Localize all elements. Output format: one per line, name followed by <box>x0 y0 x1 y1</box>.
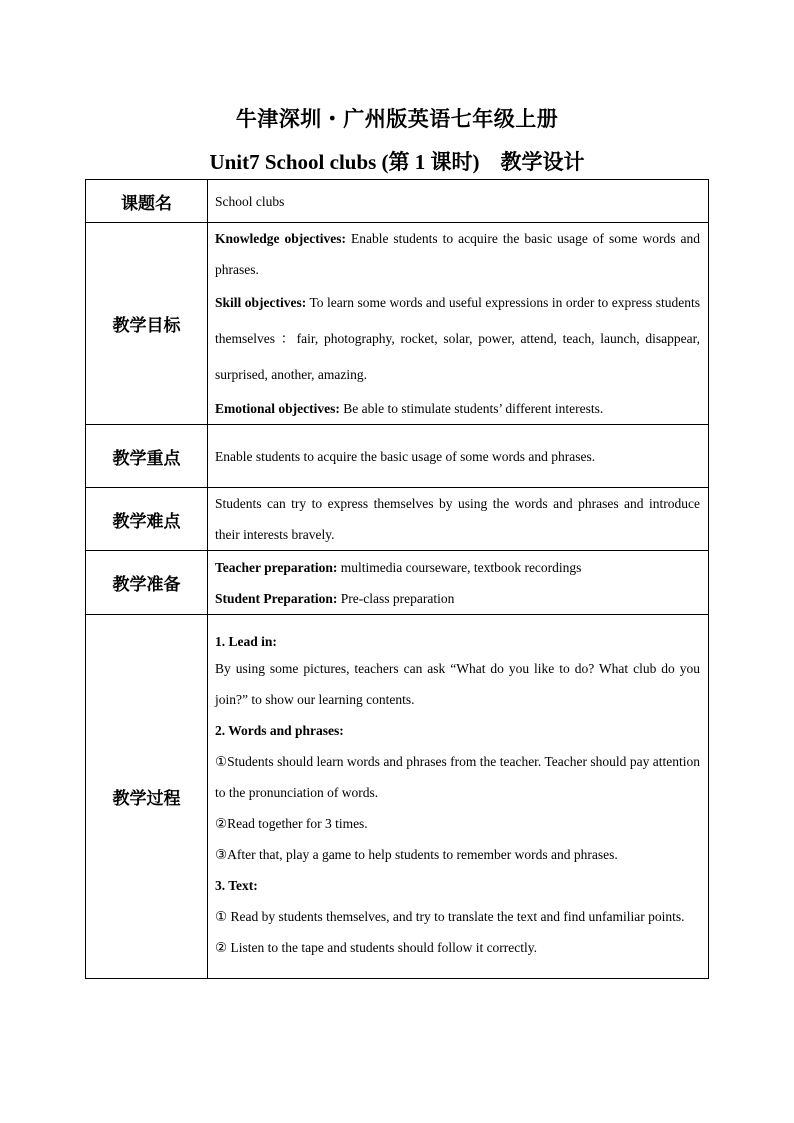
skill-objectives-text: To learn some words and useful expressions in order to express students themselves ：fair, photography, rocket, solar, power, attend, teach, launch, disappear, surprised, another, amazing. <box>215 295 701 382</box>
words-item-1: ①Students should learn words and phrases from the teacher. Teacher should pay attention to the pronunciation of words. <box>215 753 700 800</box>
teacher-preparation-text: multimedia courseware, textbook recordings <box>337 559 582 575</box>
document-title: 牛津深圳・广州版英语七年级上册 <box>235 106 559 131</box>
text-heading: 3. Text: <box>215 877 258 893</box>
student-preparation <box>215 583 700 614</box>
knowledge-objectives-heading: Knowledge objectives: <box>215 231 346 246</box>
knowledge-objectives <box>215 223 700 285</box>
objectives-label: 教学目标 <box>86 223 208 425</box>
teacher-preparation-heading: Teacher preparation: <box>215 559 338 575</box>
words-item-2: ②Read together for 3 times. <box>215 815 368 831</box>
table-row-preparation <box>86 551 709 615</box>
topic-label: 课题名 <box>86 180 208 223</box>
text-item-2: ② Listen to the tape and students should follow it correctly. <box>215 939 538 955</box>
preparation-label: 教学准备 <box>86 551 208 615</box>
lesson-plan-table <box>85 179 709 979</box>
words-heading: 2. Words and phrases: <box>215 722 344 738</box>
difficulties-label: 教学难点 <box>86 488 208 551</box>
table-row-process <box>86 615 709 979</box>
key-points-label: 教学重点 <box>86 425 208 488</box>
words-item-3: ③After that, play a game to help students to remember words and phrases. <box>215 846 618 862</box>
student-preparation-text: Pre-class preparation <box>337 590 455 606</box>
skill-objectives <box>215 285 700 393</box>
emotional-objectives <box>215 393 700 424</box>
process-label: 教学过程 <box>86 615 208 979</box>
process-cell <box>208 615 709 979</box>
table-row-key-points <box>86 425 709 488</box>
lead-in-text: By using some pictures, teachers can ask “What do you like to do? What club do you join?” to show our learning contents. <box>215 660 700 707</box>
lead-in-heading: 1. Lead in: <box>215 633 277 649</box>
objectives-cell <box>208 223 709 425</box>
knowledge-objectives-text: Enable students to acquire the basic usage of some words and phrases. <box>215 231 700 277</box>
table-row-difficulties <box>86 488 709 551</box>
emotional-objectives-text: Be able to stimulate students’ different interests. <box>339 401 604 416</box>
key-points-value: Enable students to acquire the basic usage of some words and phrases. <box>208 425 709 488</box>
topic-value: School clubs <box>208 180 709 223</box>
student-preparation-heading: Student Preparation: <box>215 590 338 606</box>
difficulties-value: Students can try to express themselves by using the words and phrases and introduce their interests bravely. <box>208 488 709 551</box>
skill-objectives-heading: Skill objectives: <box>215 295 307 310</box>
table-row-topic <box>86 180 709 223</box>
text-item-1: ① Read by students themselves, and try to translate the text and find unfamiliar points. <box>215 908 685 924</box>
table-row-objectives <box>86 223 709 425</box>
document-subtitle: Unit7 School clubs (第 1 课时) 教学设计 <box>209 150 585 174</box>
preparation-cell <box>208 551 709 615</box>
teacher-preparation <box>215 552 700 583</box>
emotional-objectives-heading: Emotional objectives: <box>215 401 340 416</box>
